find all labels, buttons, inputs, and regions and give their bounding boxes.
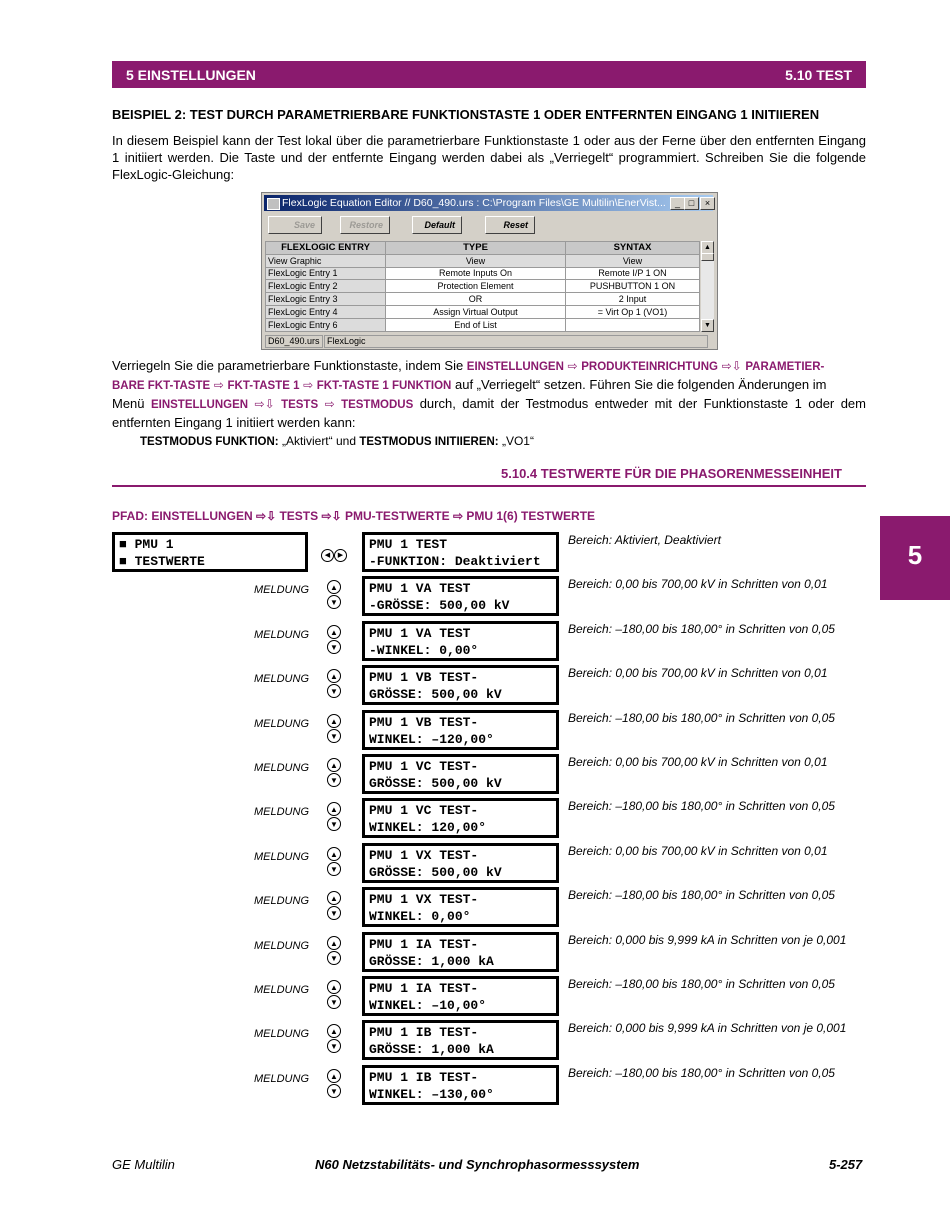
scroll-down-icon[interactable]: ▼ [701, 319, 714, 332]
setting-display: PMU 1 VX TEST- GRÖSSE: 500,00 kV [362, 843, 559, 883]
up-down-keys-icon: ▲ ▼ [327, 891, 343, 921]
arrow-right-down-icon: ⇨⇩ [254, 397, 275, 411]
section-number: 5.10 TEST [785, 67, 852, 83]
up-down-keys-icon: ▲ ▼ [327, 714, 343, 744]
setting-display: PMU 1 VA TEST -GRÖSSE: 500,00 kV [362, 576, 559, 616]
meldung-label: MELDUNG [254, 984, 310, 996]
table-cell[interactable]: View [566, 254, 700, 267]
setting-range: Bereich: –180,00 bis 180,00° in Schritten von 0,05 [568, 799, 835, 814]
table-row[interactable] [266, 305, 700, 318]
meldung-label: MELDUNG [254, 673, 310, 686]
setting-range: Bereich: 0,000 bis 9,999 kA in Schritten von je 0,001 [568, 932, 847, 947]
instruction-paragraph: Verriegeln Sie die parametrierbare Funktionstaste, indem Sie EINSTELLUNGEN ⇨ PRODUKTEINRICHTUNG ⇨⇩ PARAMETIER- BARE FKT-TASTE ⇨ FKT-TASTE 1 ⇨ FKT-TASTE 1 FUNKTION auf „Verriegelt“ setzen. Führen Sie die folgenden Änderungen im Menü EINSTELLUNGEN ⇨⇩ TESTS ⇨ TESTMODUS durch, damit der Testmodus entweder mit der Funktionstaste 1 oder dem entfernten Eingang 1 initiiert werden kann: [112, 358, 866, 430]
up-down-keys-icon: ▲ ▼ [327, 758, 343, 788]
table-cell[interactable]: Assign Virtual Output [386, 305, 566, 318]
up-down-keys-icon: ▲ ▼ [327, 669, 343, 699]
table-cell: FlexLogic Entry 1 [266, 267, 386, 280]
reset-button[interactable]: Reset [485, 216, 535, 234]
column-header: TYPE [386, 242, 566, 255]
setting-range: Bereich: 0,00 bis 700,00 kV in Schritten von 0,01 [568, 577, 828, 592]
arrow-right-down-icon: ⇨⇩ [321, 509, 342, 523]
status-view: FlexLogic [324, 335, 708, 348]
table-cell[interactable] [566, 318, 700, 331]
window-titlebar [264, 195, 713, 211]
menu-header-display: ■ PMU 1 ■ TESTWERTE [112, 532, 308, 572]
up-down-keys-icon: ▲ ▼ [327, 802, 343, 832]
table-cell: FlexLogic Entry 2 [266, 280, 386, 293]
table-cell[interactable]: = Virt Op 1 (VO1) [566, 305, 700, 318]
window-title: FlexLogic Equation Editor // D60_490.urs : C:\Program Files\GE Multilin\EnerVist... [282, 197, 666, 209]
column-header: SYNTAX [566, 242, 700, 255]
up-down-keys-icon: ▲ ▼ [327, 625, 343, 655]
table-cell[interactable]: 2 Input [566, 293, 700, 306]
setting-range: Bereich: 0,00 bis 700,00 kV in Schritten von 0,01 [568, 666, 828, 681]
flexlogic-table [265, 241, 700, 332]
table-cell[interactable]: Protection Element [386, 280, 566, 293]
setting-display: PMU 1 IA TEST- GRÖSSE: 1,000 kA [362, 932, 559, 972]
setting-range: Bereich: –180,00 bis 180,00° in Schritten von 0,05 [568, 710, 835, 725]
column-header: FLEXLOGIC ENTRY [266, 242, 386, 255]
table-row[interactable] [266, 280, 700, 293]
up-down-keys-icon: ▲ ▼ [327, 1069, 343, 1099]
arrow-right-icon: ⇨ [567, 359, 578, 373]
status-bar [265, 335, 700, 347]
setting-display: PMU 1 VC TEST- GRÖSSE: 500,00 kV [362, 754, 559, 794]
chapter-title: 5 EINSTELLUNGEN [126, 67, 256, 83]
meldung-label: MELDUNG [254, 717, 310, 730]
arrow-right-down-icon: ⇨⇩ [721, 359, 742, 373]
setting-range: Bereich: 0,00 bis 700,00 kV in Schritten von 0,01 [568, 755, 828, 769]
save-button[interactable]: Save [268, 216, 322, 234]
setting-display: PMU 1 VB TEST- GRÖSSE: 500,00 kV [362, 665, 559, 705]
meldung-label: MELDUNG [254, 584, 310, 597]
app-icon [267, 198, 280, 210]
scroll-up-icon[interactable]: ▲ [701, 241, 714, 254]
table-row[interactable] [266, 254, 700, 267]
setting-display: PMU 1 IB TEST- WINKEL: –130,00° [362, 1065, 559, 1105]
meldung-label: MELDUNG [254, 939, 310, 952]
setting-range: Bereich: –180,00 bis 180,00° in Schritten von 0,05 [568, 888, 835, 903]
table-cell[interactable]: PUSHBUTTON 1 ON [566, 280, 700, 293]
table-cell[interactable]: Remote I/P 1 ON [566, 267, 700, 280]
meldung-label: MELDUNG [254, 1028, 310, 1041]
meldung-label: MELDUNG [254, 762, 310, 774]
meldung-label: MELDUNG [254, 806, 310, 819]
table-cell[interactable]: Remote Inputs On [386, 267, 566, 280]
setting-display: PMU 1 VX TEST- WINKEL: 0,00° [362, 887, 559, 927]
vertical-scrollbar[interactable] [701, 241, 714, 332]
arrow-right-down-icon: ⇨⇩ [256, 509, 277, 523]
meldung-label: MELDUNG [254, 1072, 310, 1085]
setting-display: PMU 1 VC TEST- WINKEL: 120,00° [362, 798, 559, 838]
arrow-right-icon: ⇨ [213, 378, 224, 392]
chapter-tab: 5 [880, 516, 950, 600]
up-down-keys-icon: ▲ ▼ [327, 1024, 343, 1054]
table-cell: FlexLogic Entry 4 [266, 305, 386, 318]
setting-range: Bereich: 0,000 bis 9,999 kA in Schritten von je 0,001 [568, 1021, 847, 1036]
footer-left: GE Multilin [112, 1157, 175, 1172]
table-cell: FlexLogic Entry 3 [266, 293, 386, 306]
left-right-keys-icon: ◀ ▶ [321, 544, 347, 562]
table-cell[interactable]: End of List [386, 318, 566, 331]
setting-display: PMU 1 TEST -FUNKTION: Deaktiviert [362, 532, 559, 572]
setting-range: Bereich: –180,00 bis 180,00° in Schritten von 0,05 [568, 621, 835, 636]
close-button[interactable]: × [700, 197, 715, 210]
up-down-keys-icon: ▲ ▼ [327, 847, 343, 877]
up-down-keys-icon: ▲ ▼ [327, 936, 343, 966]
up-down-keys-icon: ▲ ▼ [327, 980, 343, 1010]
status-file: D60_490.urs [265, 335, 323, 348]
maximize-button[interactable]: □ [684, 197, 699, 210]
footer-center: N60 Netzstabilitäts- und Synchrophasormesssystem [315, 1157, 640, 1172]
flexlogic-editor-window [261, 192, 718, 350]
table-cell[interactable]: OR [386, 293, 566, 306]
section-divider [112, 485, 866, 487]
setting-display: PMU 1 IA TEST- WINKEL: –10,00° [362, 976, 559, 1016]
meldung-label: MELDUNG [254, 895, 310, 908]
meldung-label: MELDUNG [254, 850, 310, 863]
setting-range: Bereich: 0,00 bis 700,00 kV in Schritten von 0,01 [568, 843, 828, 858]
meldung-label: MELDUNG [254, 628, 310, 641]
arrow-right-icon: ⇨ [303, 378, 314, 392]
chapter-header-bar [112, 61, 866, 88]
setting-range: Bereich: –180,00 bis 180,00° in Schritten von 0,05 [568, 1065, 835, 1080]
setting-display: PMU 1 VB TEST- WINKEL: –120,00° [362, 710, 559, 750]
setting-display: PMU 1 VA TEST -WINKEL: 0,00° [362, 621, 559, 661]
table-cell: View Graphic [266, 254, 386, 267]
scroll-thumb[interactable] [701, 253, 714, 261]
setting-display: PMU 1 IB TEST- GRÖSSE: 1,000 kA [362, 1020, 559, 1060]
arrow-right-icon: ⇨ [452, 509, 464, 523]
table-cell[interactable]: View [386, 254, 566, 267]
setting-range: Bereich: Aktiviert, Deaktiviert [568, 533, 721, 547]
section-heading: 5.10.4 TESTWERTE FÜR DIE PHASORENMESSEINHEIT [501, 466, 842, 481]
testmode-line: TESTMODUS FUNKTION: „Aktiviert“ und TESTMODUS INITIIEREN: „VO1“ [140, 434, 534, 448]
example-heading: BEISPIEL 2: TEST DURCH PARAMETRIERBARE FUNKTIONSTASTE 1 ODER ENTFERNTEN EINGANG 1 INITIIEREN [112, 107, 820, 122]
minimize-button[interactable]: _ [670, 197, 685, 210]
arrow-right-icon: ⇨ [324, 397, 335, 411]
table-row[interactable] [266, 293, 700, 306]
table-cell: FlexLogic Entry 6 [266, 318, 386, 331]
default-button[interactable]: Default [412, 216, 462, 234]
up-down-keys-icon: ▲ ▼ [327, 580, 343, 610]
table-row[interactable] [266, 318, 700, 331]
intro-paragraph: In diesem Beispiel kann der Test lokal über die parametrierbare Funktionstaste 1 oder aus der Ferne über den entfernten Eingang 1 initiiert werden. Die Taste und der entfernte Eingang werden dabei als „Verriegelt“ programmiert. Schreiben Sie die folgende FlexLogic-Gleichung: [112, 133, 866, 182]
footer-page-number: 5-257 [829, 1157, 863, 1172]
setting-range: Bereich: –180,00 bis 180,00° in Schritten von 0,05 [568, 977, 835, 991]
table-row[interactable] [266, 267, 700, 280]
menu-path: PFAD: EINSTELLUNGEN ⇨⇩ TESTS ⇨⇩ PMU-TESTWERTE ⇨ PMU 1(6) TESTWERTE [112, 509, 596, 523]
restore-button[interactable]: Restore [340, 216, 390, 234]
